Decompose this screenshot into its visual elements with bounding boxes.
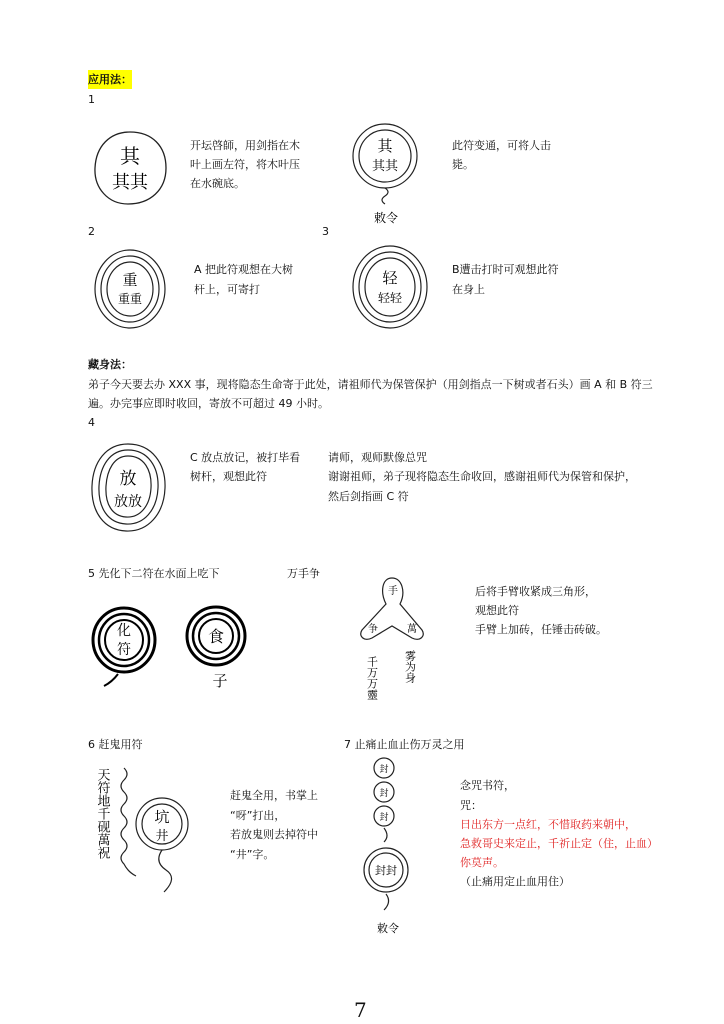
section7-chant-line2: 急救哥史来定止，千祈止定（住，止血） <box>460 837 658 850</box>
gangui-glyph-b: 井 <box>155 829 169 844</box>
zhitong-glyph-d: 封封 <box>375 864 397 877</box>
seal-4-glyph-a: 放 <box>119 469 137 489</box>
item-number-1: 1 <box>88 93 95 106</box>
seal-1-glyph-a: 其 <box>120 144 140 168</box>
seal-3-glyph-b: 轻轻 <box>377 291 403 305</box>
wanshou-glyph-left: 争 <box>368 624 378 635</box>
wanshou-column-2: 雾为身 <box>403 650 417 683</box>
zhitong-glyph-e: 敕令 <box>377 922 399 935</box>
item1-text-line2: 叶上画左符，将木叶压 <box>190 158 300 171</box>
seal-1-glyph-b: 其其 <box>112 172 148 193</box>
seal-4-glyph-b: 放放 <box>114 494 142 510</box>
talisman-seal-5a <box>90 604 158 694</box>
talisman-zhitong <box>360 756 420 949</box>
seal-5b-glyph-a: 食 <box>207 627 225 646</box>
section7-text-line3: （止痛用定止血用住） <box>460 875 570 888</box>
section7-chant-line3: 你莫声。 <box>460 856 504 869</box>
section5-text-line2: 观想此符 <box>475 604 519 617</box>
talisman-seal-5b <box>184 604 248 694</box>
section6-text-line3: 若放鬼则去掉符中 <box>230 828 318 841</box>
talisman-seal-1b <box>350 118 420 228</box>
section7-text-line1: 念咒书符， <box>460 779 515 792</box>
seal-5b-glyph-b: 子 <box>212 672 228 690</box>
seal-1b-glyph-a: 其 <box>377 137 393 155</box>
item2-text-line1: A 把此符观想在大树 <box>194 263 294 276</box>
section-heading-hide: 藏身法： <box>88 358 132 371</box>
item3-text-line2: 在身上 <box>452 283 485 296</box>
item3-text-line1: B遭击打时可观想此符 <box>452 263 559 276</box>
page-number: 7 <box>354 998 367 1022</box>
hide-paragraph-line2: 遍。办完事应即时收回，寄放不可超过 49 小时。 <box>88 397 329 410</box>
item4-text-line1: C 放点放记，被打毕看 <box>190 451 301 464</box>
seal-5a-glyph-a: 化 <box>117 623 131 639</box>
section5-label2: 万手争 <box>287 567 320 580</box>
item4-right-line3: 然后剑指画 C 符 <box>328 490 409 503</box>
gangui-glyph-a: 坑 <box>154 808 170 826</box>
item2-text-line2: 杆上，可寄打 <box>194 283 260 296</box>
section7-text-line2: 咒： <box>460 799 482 812</box>
wanshou-column-1: 千万万靈 <box>365 656 379 700</box>
section7-label: 7 止痛止血止伤万灵之用 <box>344 738 465 751</box>
talisman-gangui <box>90 760 210 903</box>
item-number-4: 4 <box>88 416 95 429</box>
zhitong-glyph-a: 封 <box>379 765 389 775</box>
item4-right-line2: 谢谢祖师，弟子现将隐态生命收回，感谢祖师代为保管和保护， <box>328 470 636 483</box>
wanshou-glyph-top: 手 <box>388 586 398 597</box>
item1-text-line1: 开坛啓師，用剑指在木 <box>190 139 300 152</box>
item-number-2: 2 <box>88 225 95 238</box>
item4-text-line2: 树杆，观想此符 <box>190 470 267 483</box>
seal-5a-glyph-b: 符 <box>117 642 131 658</box>
talisman-seal-1 <box>90 128 170 208</box>
seal-2-glyph-a: 重 <box>122 271 138 289</box>
talisman-seal-4 <box>88 440 168 536</box>
hide-paragraph-line1: 弟子今天要去办 XXX 事，现将隐态生命寄于此处，请祖师代为保管保护（用剑指点一下树或者石头）画 A 和 B 符三 <box>88 378 653 391</box>
item1b-text-line2: 毙。 <box>452 158 474 171</box>
item1b-text-line1: 此符变通，可将人击 <box>452 139 551 152</box>
zhitong-glyph-b: 封 <box>379 789 389 799</box>
section7-chant-line1: 日出东方一点红，不惜取药来朝中， <box>460 818 636 831</box>
seal-1b-glyph-c: 敕令 <box>373 211 399 225</box>
item-number-3: 3 <box>322 225 329 238</box>
talisman-seal-2 <box>92 247 168 333</box>
section5-label: 5 先化下二符在水面上吃下 <box>88 567 220 580</box>
talisman-wanshou <box>352 570 442 723</box>
section6-label: 6 赶鬼用符 <box>88 738 143 751</box>
section5-text-line1: 后将手臂收紧成三角形， <box>475 585 596 598</box>
talisman-seal-3 <box>350 243 430 333</box>
section6-text-line1: 赶鬼全用，书掌上 <box>230 789 318 802</box>
item1-text-line3: 在水碗底。 <box>190 177 245 190</box>
zhitong-glyph-c: 封 <box>379 813 389 823</box>
seal-1b-glyph-b: 其其 <box>371 159 399 174</box>
section6-text-line2: “呀”打出， <box>230 809 286 822</box>
wanshou-glyph-right: 萬 <box>407 624 417 635</box>
section-heading-application: 应用法： <box>88 70 132 89</box>
seal-3-glyph-a: 轻 <box>382 269 398 287</box>
gangui-column-text: 天符地千砚萬祝 <box>94 768 110 859</box>
section6-text-line4: “井”字。 <box>230 848 275 861</box>
item4-right-line1: 请师，观师默像总咒 <box>328 451 427 464</box>
seal-2-glyph-b: 重重 <box>117 292 143 306</box>
section5-text-line3: 手臂上加砖，任锤击砖破。 <box>475 623 607 636</box>
